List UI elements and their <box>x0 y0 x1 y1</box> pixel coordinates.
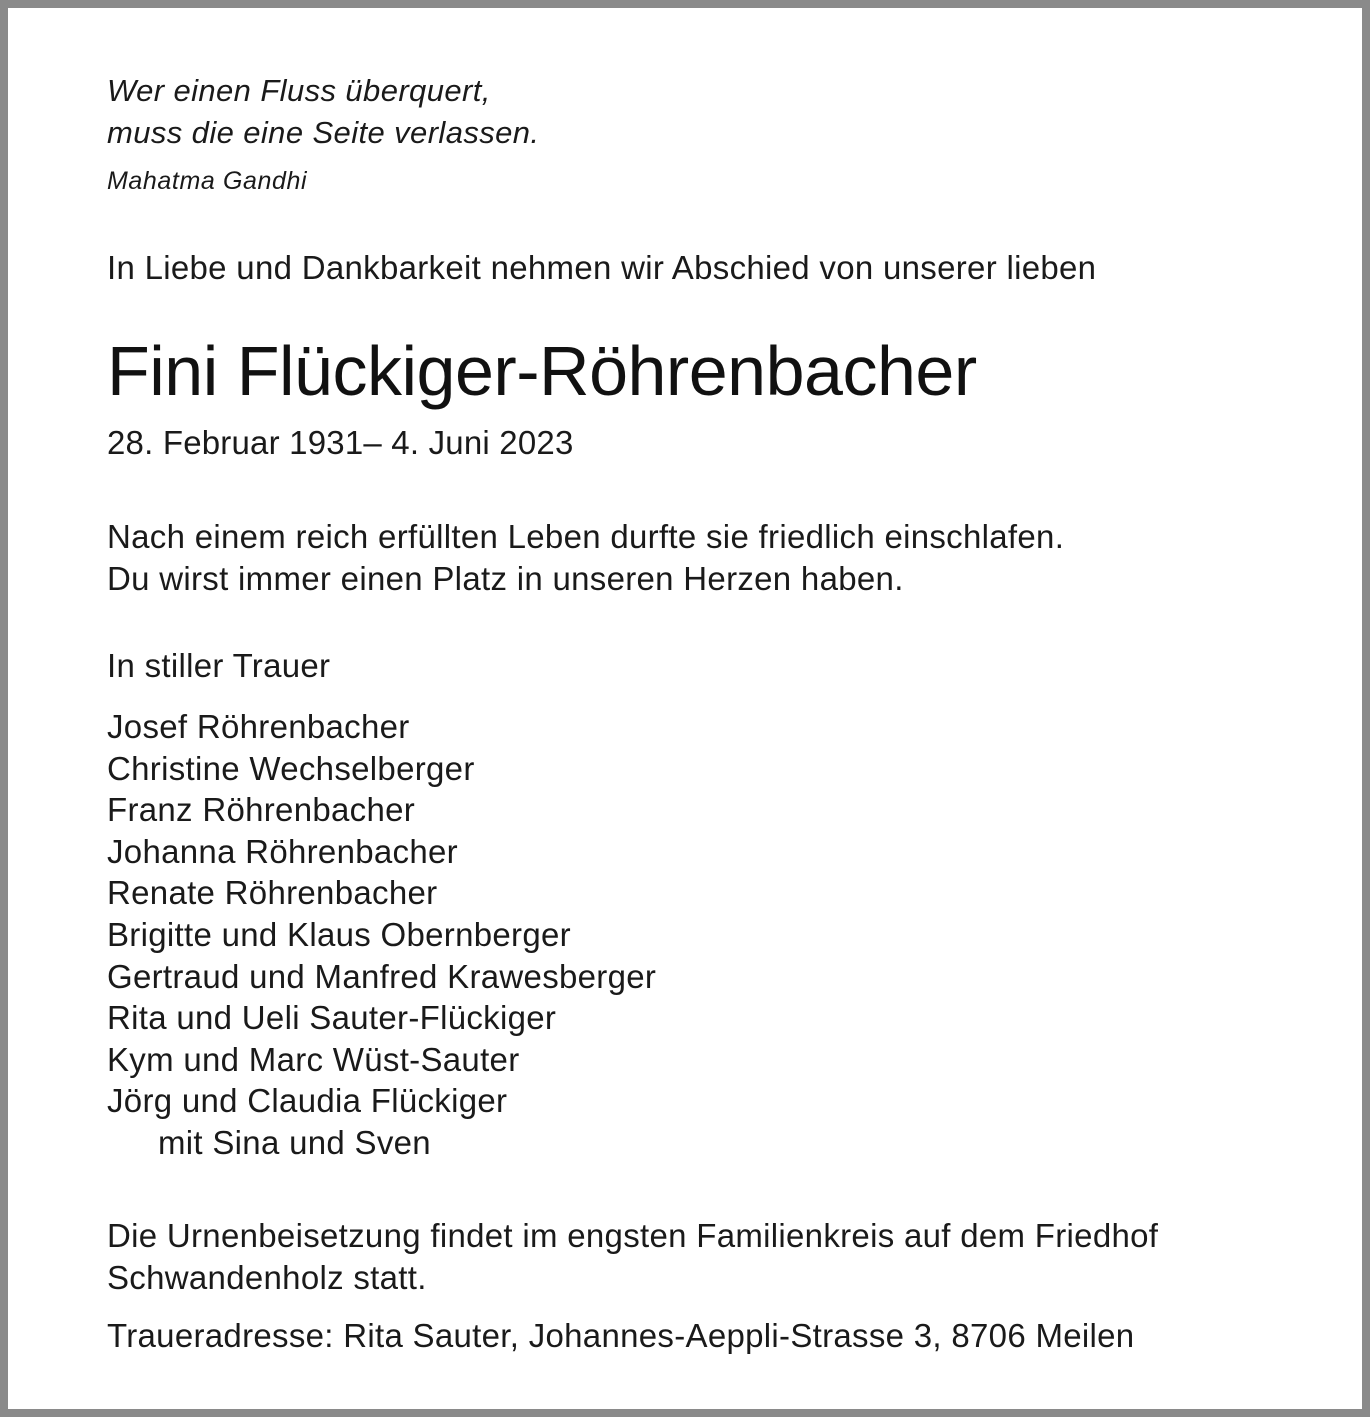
deceased-name: Fini Flückiger-Röhrenbacher <box>107 332 977 410</box>
mourner-name: Kym und Marc Wüst-Sauter <box>107 1040 520 1078</box>
intro-text: In Liebe und Dankbarkeit nehmen wir Abschied von unserer lieben <box>107 249 1097 286</box>
mourner-name: Johanna Röhrenbacher <box>107 832 458 870</box>
burial-notice <box>107 1215 1302 1299</box>
mourners-list <box>107 706 1302 1164</box>
mourner-name: Renate Röhrenbacher <box>107 874 438 912</box>
mourner-name: Gertraud und Manfred Krawesberger <box>107 957 657 995</box>
mourning-title: In stiller Trauer <box>107 647 331 684</box>
quote-line: muss die eine Seite verlassen. <box>107 115 540 150</box>
farewell-message <box>107 516 1302 600</box>
quote-author: Mahatma Gandhi <box>107 167 308 195</box>
burial-line: Schwandenholz statt. <box>107 1258 427 1296</box>
message-line: Du wirst immer einen Platz in unseren Herzen haben. <box>107 560 904 597</box>
mourner-name: Brigitte und Klaus Obernberger <box>107 915 571 953</box>
mourner-name: Franz Röhrenbacher <box>107 791 416 829</box>
mourner-name: Christine Wechselberger <box>107 749 475 787</box>
burial-line: Die Urnenbeisetzung findet im engsten Familienkreis auf dem Friedhof <box>107 1216 1159 1254</box>
mourner-name: Jörg und Claudia Flückiger <box>107 1082 508 1120</box>
mourner-name: Rita und Ueli Sauter-Flückiger <box>107 999 557 1037</box>
mourning-address: Traueradresse: Rita Sauter, Johannes-Aeppli-Strasse 3, 8706 Meilen <box>107 1316 1135 1354</box>
message-line: Nach einem reich erfüllten Leben durfte sie friedlich einschlafen. <box>107 518 1065 555</box>
mourner-name-indented: mit Sina und Sven <box>158 1123 431 1161</box>
mourner-name: Josef Röhrenbacher <box>107 708 410 745</box>
quote <box>107 70 1302 154</box>
obituary-content <box>107 70 1302 1357</box>
life-dates: 28. Februar 1931– 4. Juni 2023 <box>107 424 574 461</box>
quote-line: Wer einen Fluss überquert, <box>107 73 491 108</box>
